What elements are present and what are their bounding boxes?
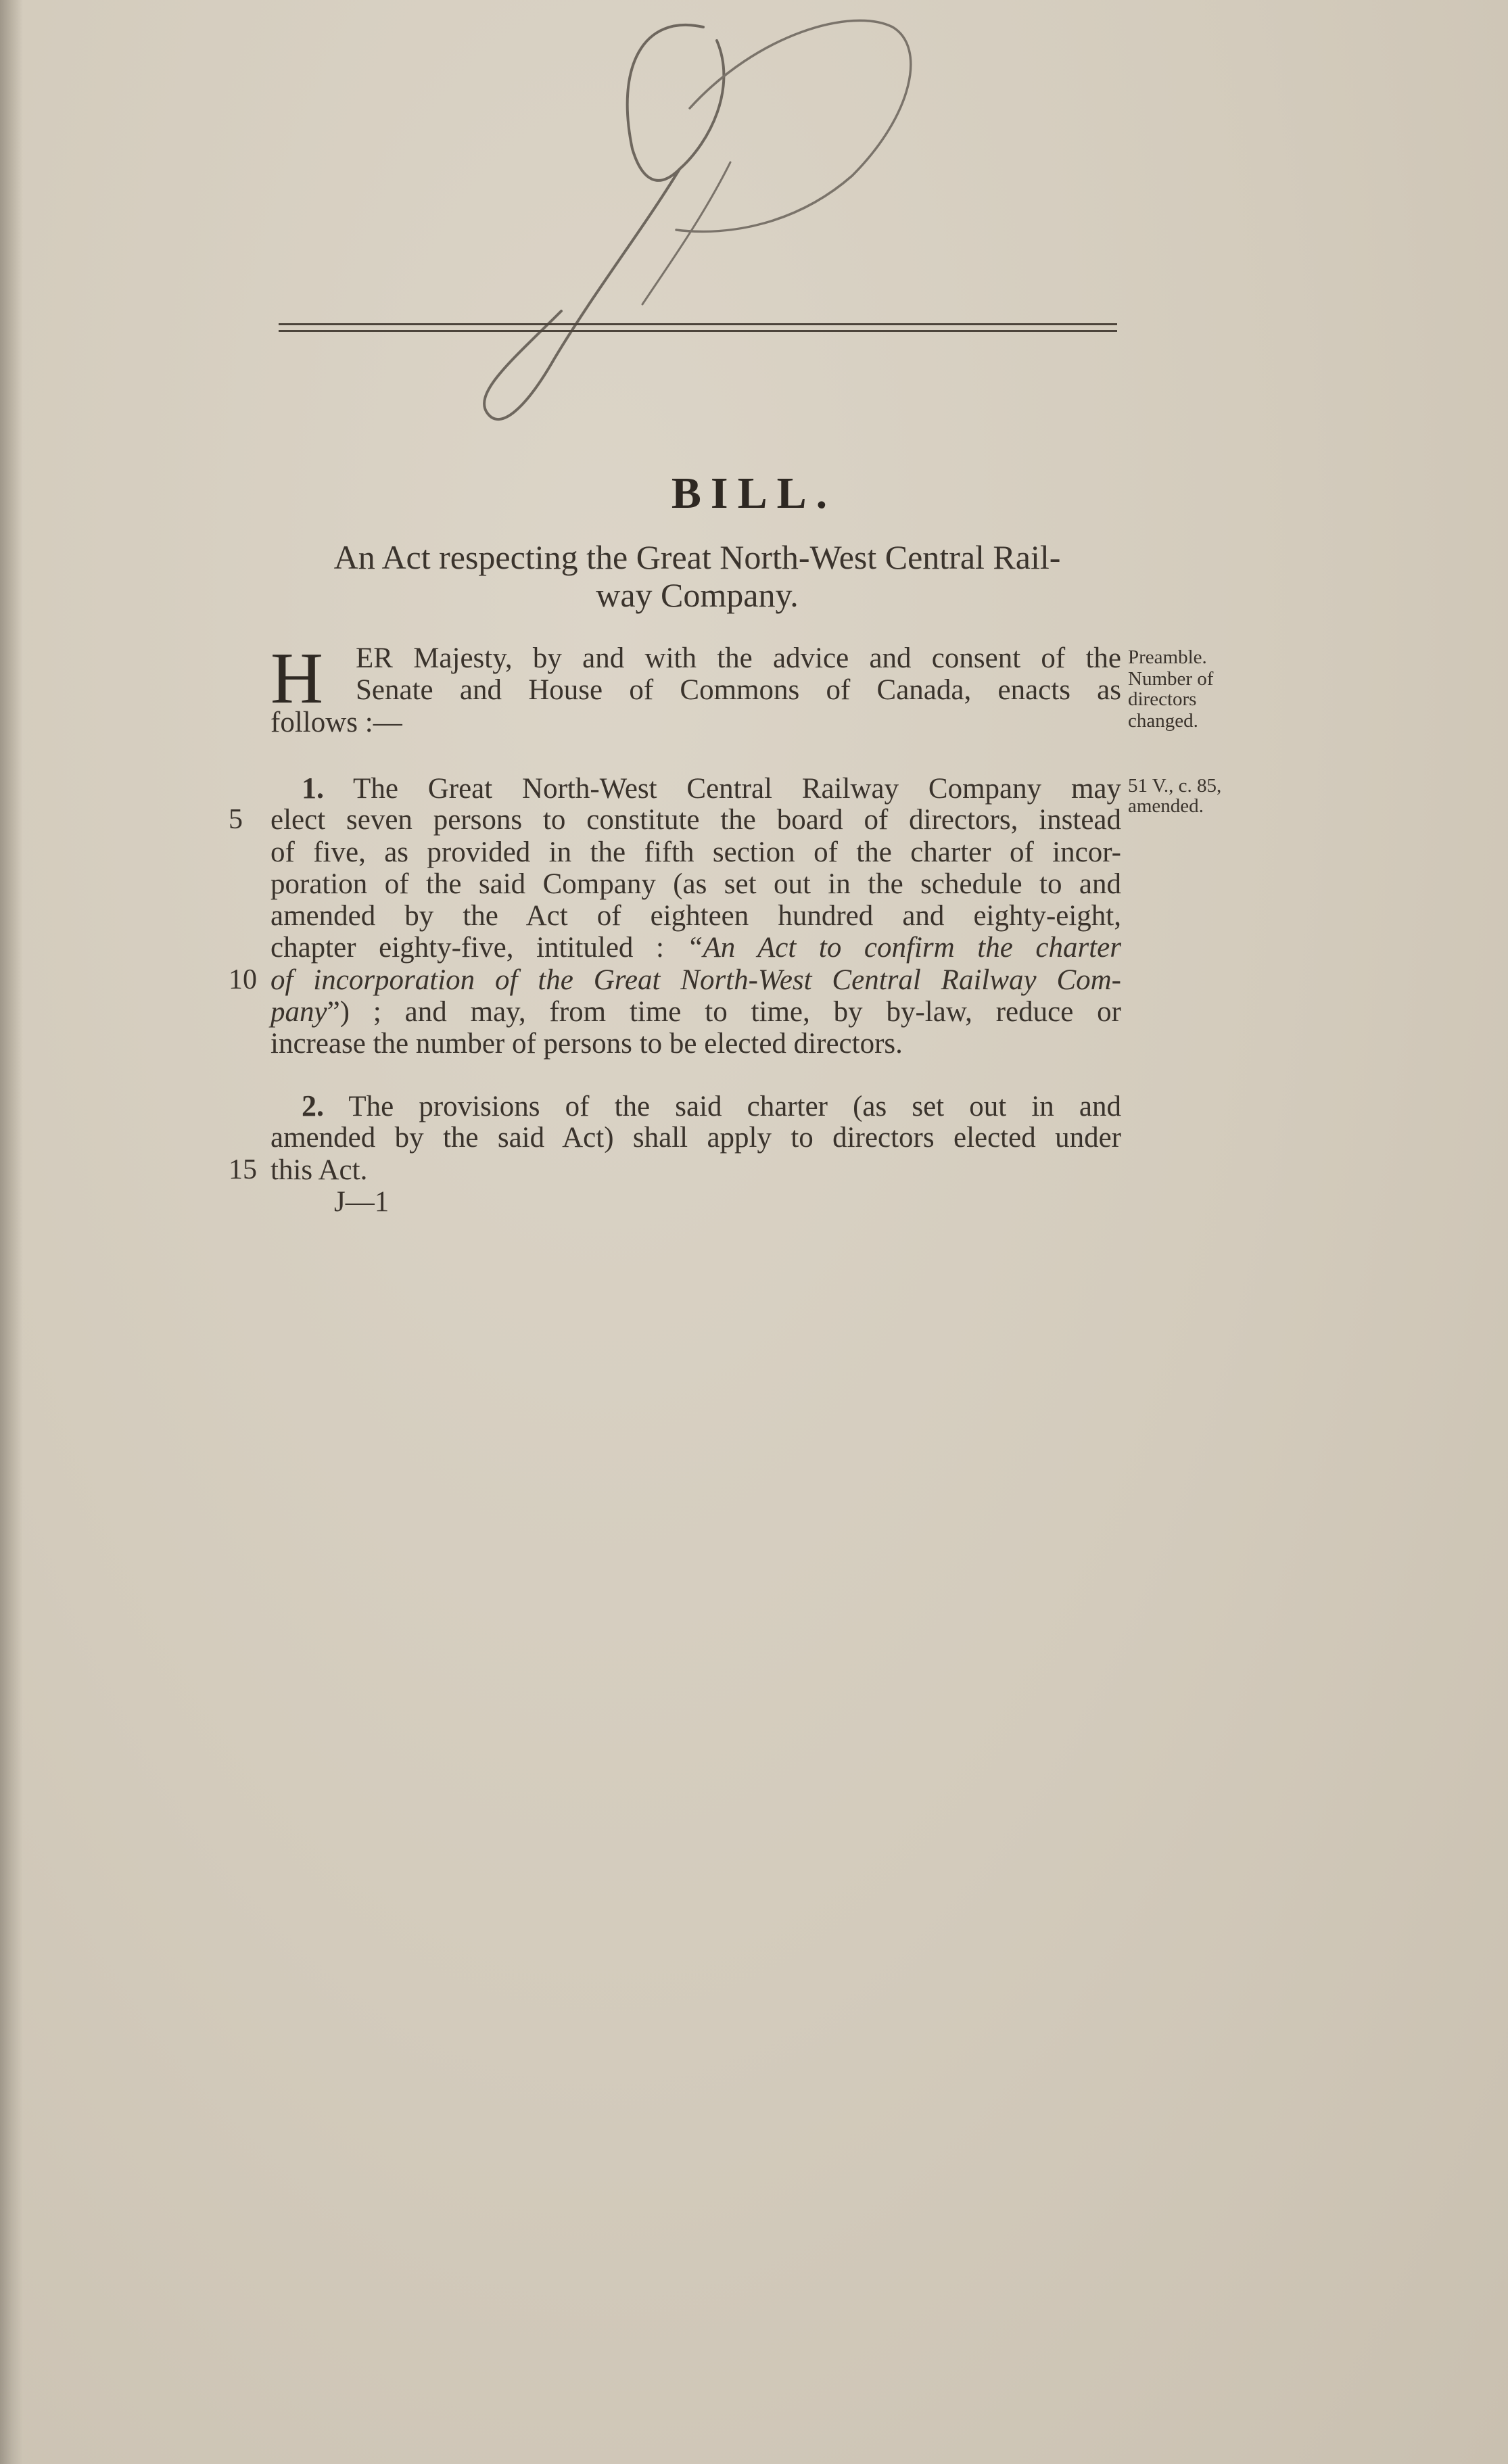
section-2-paragraph [270,1090,1121,1186]
cited-act-title: “An Act to confirm the charter [686,932,1121,964]
section-1-paragraph [270,772,1121,1060]
line-number: 15 [229,1154,257,1185]
preamble-paragraph [270,638,1121,738]
section-1-line: poration of the said Company (as set out in the schedule to and [270,868,1121,900]
cited-act-title: pany [270,996,327,1028]
act-title-line: way Company. [596,576,799,614]
marginal-note-reference: 51 V., c. 85, [1128,775,1222,797]
section-1-line [270,932,1121,964]
marginal-note-directors: Number of [1128,668,1214,690]
preamble-line: ER Majesty, by and with the advice and consent of the [356,642,1121,674]
handwritten-letter-mark [473,7,933,440]
marginal-note-preamble: Preamble. [1128,646,1207,668]
line-number: 10 [229,964,257,995]
page-edge-shadow [0,0,23,2464]
section-1-line: increase the number of persons to be elected directors. [270,1028,903,1060]
section-1-line: of five, as provided in the fifth section of the charter of incor- [270,836,1121,868]
signature-mark: J—1 [334,1186,390,1218]
bill-heading: BILL. [671,469,837,518]
section-text: chapter eighty-five, intituled : [270,932,687,964]
section-1-line [270,996,1121,1028]
section-text: The provisions of the said charter (as set out in and [348,1091,1121,1122]
section-1-line [270,772,1121,804]
section-1-line: elect seven persons to constitute the board of directors, instead [270,804,1121,836]
drop-cap-letter: H [270,638,323,719]
section-1-line: of incorporation of the Great North-West Central Railway Com- [270,964,1121,996]
preamble-line: Senate and House of Commons of Canada, enacts as [356,674,1121,707]
act-title-line: An Act respecting the Great North-West Central Rail- [333,538,1061,576]
section-number: 1. [302,772,324,805]
section-1-line: amended by the Act of eighteen hundred and eighty-eight, [270,900,1121,932]
section-text: ”) ; and may, from time to time, by by-law, reduce or [327,996,1121,1028]
line-number: 5 [229,804,243,835]
act-title [270,538,1124,614]
section-text: The Great North-West Central Railway Company may [353,773,1121,805]
double-rule-divider [279,323,1117,334]
section-2-line [270,1090,1121,1122]
marginal-note-directors: directors [1128,688,1197,710]
preamble-line: follows :— [270,706,402,738]
marginal-note-directors: changed. [1128,710,1198,732]
section-2-line: amended by the said Act) shall apply to directors elected under [270,1122,1121,1154]
marginal-note-reference: amended. [1128,795,1204,817]
section-number: 2. [302,1089,324,1122]
section-2-line: this Act. [270,1154,368,1186]
